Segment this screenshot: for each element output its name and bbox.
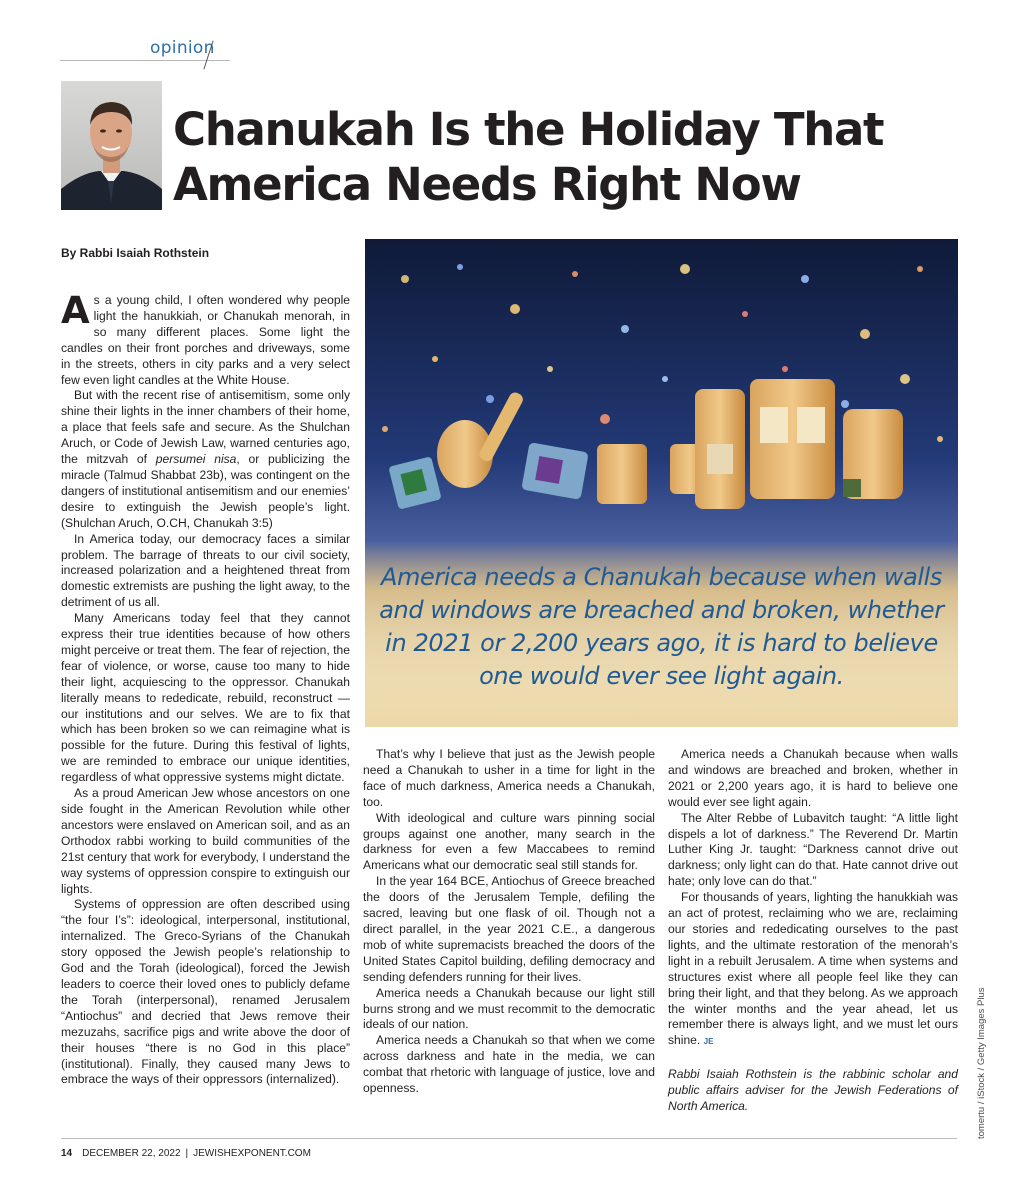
article-column-3 <box>668 747 958 1115</box>
headline-line-2: America Needs Right Now <box>173 158 801 211</box>
end-mark: JE <box>703 1037 714 1047</box>
article-column-1 <box>61 289 350 1088</box>
article-paragraph: As a proud American Jew whose ancestors on one side fought in the American Revolution while other ancestors were enslaved on American soil, and as an Orthodox rabbi working to build communities of the 21st century that work for everybody, I understand the way systems of oppression conspire to extinguish our lights. <box>61 786 350 896</box>
article-paragraph: As a young child, I often wondered why people light the hanukkiah, or Chanukah menorah, in so many different places. Some light the candles on their front porches and driveways, some in the streets, others in city parks and a very select few even light candles at the White House. <box>61 289 350 387</box>
article-paragraph: In America today, our democracy faces a similar problem. The barrage of threats to our civil society, increased polarization and a heightened threat from domestic extremists are pushing the light away, to the detriment of us all. <box>61 531 350 610</box>
article-paragraph: America needs a Chanukah because our light still burns strong and we must recommit to the democratic ideals of our nation. <box>363 985 655 1032</box>
author-bio: Rabbi Isaiah Rothstein is the rabbinic scholar and public affairs adviser for the Jewish Federations of North America. <box>668 1067 958 1114</box>
article-paragraph: That’s why I believe that just as the Jewish people need a Chanukah to usher in a time for light in the face of much darkness, America needs a Chanukah, too. <box>363 747 655 809</box>
article-paragraph: Systems of oppression are often described using “the four I’s”: ideological, interpersonal, institutional, internalized. The Greco-Syrians of the Chanukah story opposed the Jewish people’s relationship to God and the Torah (ideological), forced the Jewish leaders to coerce their loved ones to publicly defame the Torah (interpersonal), renamed Jerusalem “Antiochus” and decried that Jews remove their mezuzahs, sacrifice pigs and write above the door of their houses “there is no God in this place” (institutional). Finally, they caused many Jews to embrace the ways of their oppressors (internalized). <box>61 897 350 1087</box>
footer-separator: | <box>185 1148 189 1159</box>
photo-credit: tomertu / iStock / Getty Images Plus <box>976 987 987 1139</box>
issue-date: DECEMBER 22, 2022 <box>82 1148 181 1159</box>
article-paragraph: For thousands of years, lighting the hanukkiah was an act of protest, reclaiming who we are, reclaiming our stories and rededicating ourselves to the past lights, and the ultimate restoration of the menorah’s light in a rebuilt Jerusalem. A time when systems and structures exist where all people feel like they can bring their light, and that they belong. As we approach the winter months and the year ahead, let us remember there is always light, and we must let ours shine. JE <box>668 890 958 1048</box>
byline: By Rabbi Isaiah Rothstein <box>61 246 210 260</box>
footer-rule <box>61 1138 957 1139</box>
article-paragraph: Many Americans today feel that they cannot express their true identities because of how others might perceive or treat them. The fear of rejection, the fear of violence, or worse, cause too many to hide their light, acquiescing to the oppressor. Chanukah literally means to rededicate, rebuild, reconstruct — our institutions and our selves. We are to fix that which has been broken so we can reimagine what is possible for the future. During this festival of lights, we are reminded to embrace our unique identities, regardless of what oppressive systems might dictate. <box>61 611 350 785</box>
headline <box>173 102 973 212</box>
section-label: opinion <box>150 38 215 58</box>
article-paragraph: America needs a Chanukah because when walls and windows are breached and broken, whether in 2021 or 2,200 years ago, it is hard to believe one would ever see light again. <box>668 747 958 809</box>
section-rule <box>60 60 230 61</box>
article-paragraph: America needs a Chanukah so that when we come across darkness and hate in the media, we can combat that rhetoric with language of justice, love and openness. <box>363 1033 655 1096</box>
article-paragraph: With ideological and culture wars pinning social groups against one another, many search in the darkness for even a few Maccabees to remind Americans what our democratic seal still stands for. <box>363 810 655 873</box>
drop-cap: A <box>61 289 90 332</box>
page-footer <box>61 1148 311 1159</box>
page-number: 14 <box>61 1148 73 1159</box>
article-paragraph: But with the recent rise of antisemitism, some only shine their lights in the inner chambers of their home, a place that feels safe and secure. As the Shulchan Aruch, or Code of Jewish Law, warned centuries ago, the mitzvah of persumei nisa, or publicizing the miracle (Talmud Shabbat 23b), was contingent on the dangers of institutional antisemitism and our enemies’ desire to extinguish the Jewish people’s light. (Shulchan Aruch, O.CH, Chanukah 3:5) <box>61 388 350 530</box>
headline-line-1: Chanukah Is the Holiday That <box>173 103 884 156</box>
article-column-2 <box>363 747 655 1097</box>
pull-quote: America needs a Chanukah because when walls and windows are breached and broken, whether in 2021 or 2,200 years ago, it is hard to believe one would ever see light again. <box>379 563 944 690</box>
italic-term: persumei nisa <box>155 452 237 467</box>
article-paragraph: The Alter Rebbe of Lubavitch taught: “A little light dispels a lot of darkness.” The Reverend Dr. Martin Luther King Jr. taught: “Darkness cannot drive out darkness; only light can do that. Hate cannot drive out hate; only love can do that.” <box>668 810 958 889</box>
author-photo <box>61 81 162 210</box>
site-name: JEWISHEXPONENT.COM <box>193 1148 311 1159</box>
article-paragraph: In the year 164 BCE, Antiochus of Greece breached the doors of the Jerusalem Temple, defiling the sacred, leaving but one flask of oil. Though not a direct parallel, in the year 2021 C.E., a dangerous mob of white supremacists breached the doors of the United States Capitol building, defiling democracy and sending defenders running for their lives. <box>363 874 655 984</box>
